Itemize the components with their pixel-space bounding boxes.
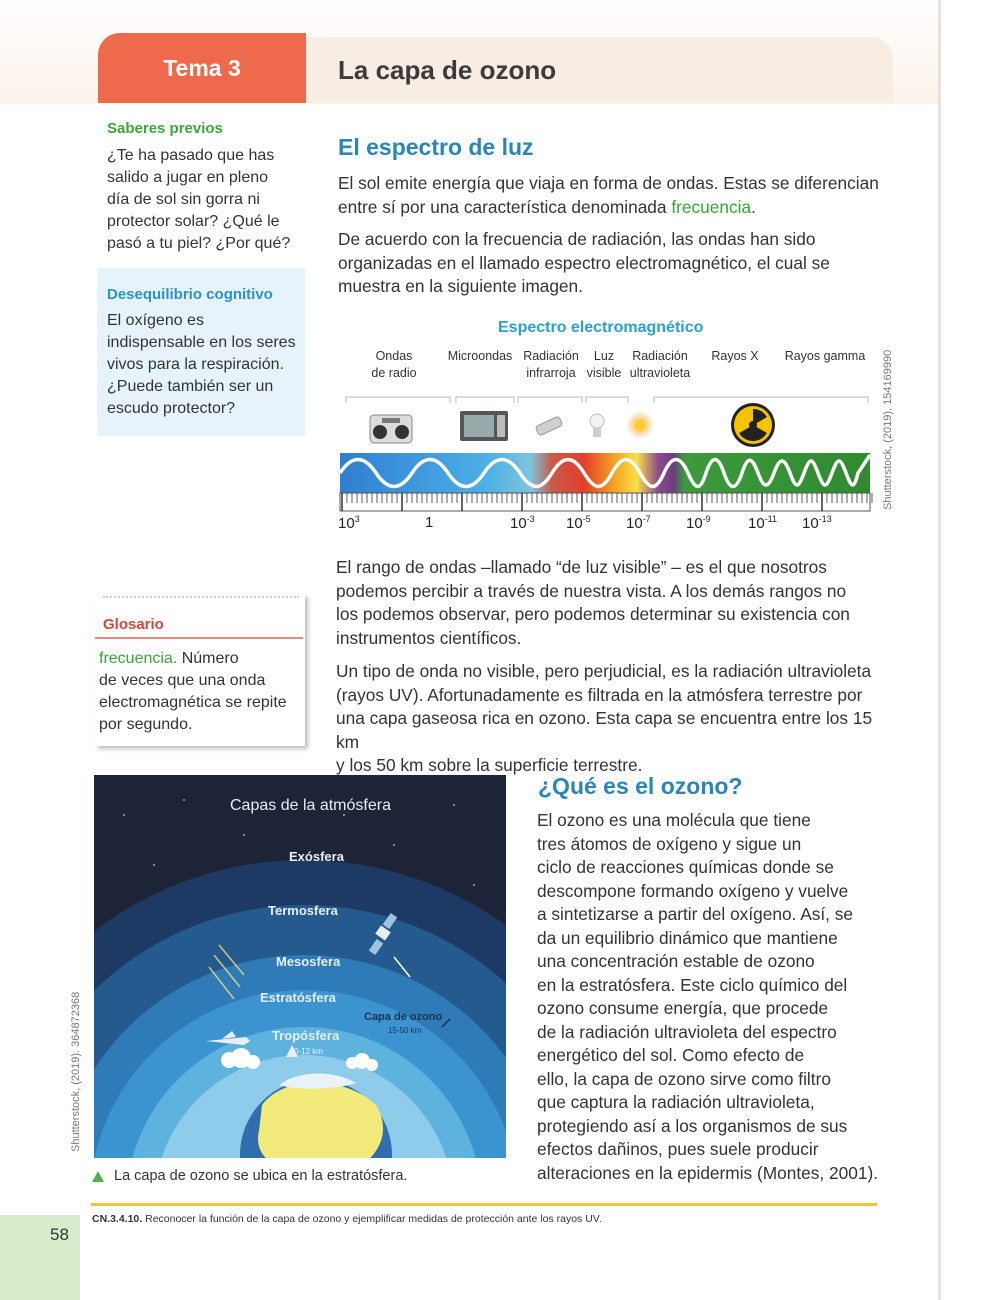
curriculum-code: CN.3.4.10. <box>92 1213 143 1225</box>
bracket-radio <box>346 397 450 403</box>
label-line: Rayos gamma <box>784 349 866 363</box>
saberes-heading: Saberes previos <box>107 120 223 137</box>
text-line: ozono consume energía, que procede <box>537 998 829 1018</box>
text-line: una concentración estable de ozono <box>537 951 815 971</box>
spectrum-graphic <box>338 385 878 535</box>
text-line: que captura la radiación ultravioleta, <box>537 1092 815 1112</box>
atmosphere-caption <box>92 1168 407 1184</box>
desequilibrio-line: El oxígeno es <box>107 312 204 329</box>
text-line: descompone formando oxígeno y vuelve <box>537 880 849 901</box>
text-line: instrumentos científicos. <box>336 627 522 648</box>
layer-label-troposphere: Tropósfera <box>272 1028 340 1043</box>
text-line: podemos percibir a través de nuestra vista. A los demás rangos no <box>336 580 847 601</box>
label-line: Luz <box>593 349 615 363</box>
desequilibrio-line: vivos para la respiración. <box>107 356 284 373</box>
caption-text: La capa de ozono se ubica en la estratósfera. <box>114 1168 408 1184</box>
atmosphere-figure <box>94 775 506 1158</box>
label-line: de radio <box>371 366 417 380</box>
glossary-line: por segundo. <box>99 716 193 733</box>
tema-label: Tema 3 <box>163 54 241 81</box>
saberes-line: salido a jugar en pleno <box>107 169 269 186</box>
uv-paragraph <box>336 660 896 778</box>
atmosphere-title: Capas de la atmósfera <box>230 797 391 814</box>
tick-exponent: -13 <box>818 514 832 524</box>
label-xrays <box>704 348 766 365</box>
ozone-heading: ¿Qué es el ozono? <box>538 773 743 799</box>
curriculum-note <box>92 1213 602 1225</box>
light-bulb-icon <box>590 414 604 437</box>
saberes-line: pasó a tu piel? ¿Por qué? <box>107 235 291 252</box>
label-radio <box>360 348 428 382</box>
atmosphere-credit: Shutterstock, (2019). 364872368 <box>70 991 82 1152</box>
page-edge <box>938 0 941 1300</box>
glossary-definition <box>99 648 303 736</box>
radiation-icon <box>731 403 775 447</box>
spectrum-title: Espectro electromagnético <box>498 319 704 336</box>
glossary-term: frecuencia. <box>99 650 178 667</box>
tick-base: 10 <box>748 515 765 532</box>
label-line: visible <box>586 366 622 380</box>
layer-label-exosphere: Exósfera <box>289 849 344 864</box>
tick-base: 1 <box>425 514 434 531</box>
desequilibrio-heading: Desequilibrio cognitivo <box>107 286 273 303</box>
spectrum-heading: El espectro de luz <box>338 134 534 160</box>
desequilibrio-line: escudo protector? <box>107 400 236 417</box>
page-title: La capa de ozono <box>338 55 557 85</box>
tema-tab <box>98 33 306 103</box>
text-line: alteraciones en la epidermis (Montes, 2001). <box>537 1162 879 1183</box>
spectrum-paragraph-1 <box>338 172 898 219</box>
saberes-line: día de sol sin gorra ni <box>107 191 260 208</box>
text-line: organizadas en el llamado espectro electromagnético, el cual se <box>338 252 830 273</box>
troposphere-range: 0-12 km <box>294 1047 323 1056</box>
tick-label <box>425 514 433 531</box>
text-line: los podemos observar, pero podemos determinar su existencia con <box>336 604 850 624</box>
tick-label <box>626 514 651 532</box>
tick-exponent: -11 <box>764 514 778 524</box>
label-visible <box>584 348 624 382</box>
layer-label-stratosphere: Estratósfera <box>260 990 336 1005</box>
microwave-icon <box>460 411 508 441</box>
layer-label-mesosphere: Mesosfera <box>276 954 341 969</box>
glossary-line: electromagnética se repite <box>99 694 287 711</box>
spectrum-credit: Shutterstock, (2019). 154169990 <box>882 349 894 510</box>
tick-label <box>748 514 777 532</box>
desequilibrio-box <box>97 268 305 436</box>
label-line: Radiación <box>523 349 579 363</box>
text-line: Un tipo de onda no visible, pero perjudicial, es la radiación ultravioleta <box>336 661 872 681</box>
text-line: protegiendo así a los organismos de sus <box>537 1115 848 1136</box>
desequilibrio-line: indispensable en los seres <box>107 334 296 351</box>
ozone-paragraph <box>537 809 887 1185</box>
text-line: El rango de ondas –llamado “de luz visible” – es el que nosotros <box>336 557 827 577</box>
desequilibrio-line: ¿Puede también ser un <box>107 378 274 395</box>
text-line: ello, la capa de ozono sirve como filtro <box>537 1068 831 1089</box>
text-line: energético del sol. Como efecto de <box>537 1045 805 1065</box>
glossary-rule <box>95 637 303 639</box>
glossary-heading: Glosario <box>103 616 164 633</box>
text-line: muestra en la siguiente imagen. <box>338 276 583 296</box>
tick-base: 10 <box>626 515 643 532</box>
text-line: (rayos UV). Afortunadamente es filtrada en la atmósfera terrestre por <box>336 684 863 705</box>
tick-label <box>510 514 535 532</box>
text-line: El sol emite energía que viaja en forma de ondas. Estas se diferencian <box>338 173 879 193</box>
text-line: a sintetizarse a partir del oxígeno. Así, se <box>537 904 854 924</box>
saberes-text <box>107 145 307 255</box>
glossary-box <box>95 594 305 746</box>
tick-base: 10 <box>566 515 583 532</box>
saberes-line: protector solar? ¿Qué le <box>107 213 280 230</box>
tick-label <box>566 514 591 532</box>
text-line: entre sí por una característica denominada <box>338 196 672 217</box>
tick-exponent: -5 <box>582 514 591 524</box>
saberes-line: ¿Te ha pasado que has <box>107 147 275 164</box>
text-line: efectos dañinos, pues suele producir <box>537 1139 819 1159</box>
layer-label-thermosphere: Termosfera <box>268 903 338 918</box>
tick-base: 10 <box>338 515 355 532</box>
text-line: en la estratósfera. Este ciclo químico del <box>537 974 848 995</box>
glossary-line: de veces que una onda <box>99 672 266 689</box>
text-line: . <box>751 196 756 217</box>
tick-exponent: 3 <box>354 514 360 524</box>
tick-exponent: -9 <box>702 514 711 524</box>
tick-base: 10 <box>510 515 527 532</box>
bracket-infrared <box>518 397 582 403</box>
label-line: ultravioleta <box>629 366 691 380</box>
label-line: Ondas <box>375 349 413 363</box>
text-line: de la radiación ultravioleta del espectro <box>537 1021 837 1042</box>
text-line: De acuerdo con la frecuencia de radiación, las ondas han sido <box>338 229 816 249</box>
label-line: infrarroja <box>526 366 576 380</box>
scale-ruler <box>340 493 870 511</box>
tick-exponent: -7 <box>642 514 651 524</box>
text-line: da un equilibrio dinámico que mantiene <box>537 927 838 948</box>
tick-exponent: -3 <box>526 514 535 524</box>
tick-base: 10 <box>686 515 703 532</box>
label-line: Radiación <box>632 349 688 363</box>
text-line: tres átomos de oxígeno y sigue un <box>537 833 802 854</box>
text-line: una capa gaseosa rica en ozono. Esta capa se encuentra entre los 15 km <box>336 708 873 752</box>
page-number: 58 <box>50 1225 69 1244</box>
text-line: ciclo de reacciones químicas donde se <box>537 857 834 877</box>
text-line: y los 50 km sobre la superficie terrestre. <box>336 755 643 775</box>
label-infrared <box>518 348 584 382</box>
remote-control-icon <box>535 416 563 436</box>
saberes-previos-box <box>107 120 307 255</box>
glossary-line: Número <box>177 650 239 667</box>
visible-paragraph <box>336 556 896 650</box>
text-line: El ozono es una molécula que tiene <box>537 810 811 830</box>
bracket-xrays-gamma <box>654 397 868 403</box>
curriculum-text: Reconocer la función de la capa de ozono y ejemplificar medidas de protección ante los rayos UV. <box>142 1213 602 1225</box>
desequilibrio-text <box>107 310 302 420</box>
footer-rule <box>91 1203 877 1206</box>
label-line: Rayos X <box>711 349 759 363</box>
tick-label <box>802 514 832 532</box>
spiral-binding <box>103 596 299 602</box>
label-microwaves <box>443 348 517 365</box>
spectrum-paragraph-2 <box>338 228 898 299</box>
bracket-visible <box>586 397 628 403</box>
ozone-layer-label: Capa de ozono <box>364 1011 443 1023</box>
sun-glow-icon <box>626 411 654 439</box>
ozone-layer-range: 15-50 km <box>388 1026 422 1035</box>
label-line: Microondas <box>447 349 513 363</box>
caption-triangle-icon <box>92 1171 104 1182</box>
bracket-microwaves <box>456 397 514 403</box>
tick-base: 10 <box>802 515 819 532</box>
label-gamma <box>778 348 872 365</box>
label-ultraviolet <box>624 348 696 382</box>
frecuencia-term: frecuencia <box>671 196 752 217</box>
title-tab <box>306 37 893 103</box>
radio-icon <box>370 415 412 443</box>
tick-label <box>686 514 711 532</box>
tick-label <box>338 514 360 532</box>
